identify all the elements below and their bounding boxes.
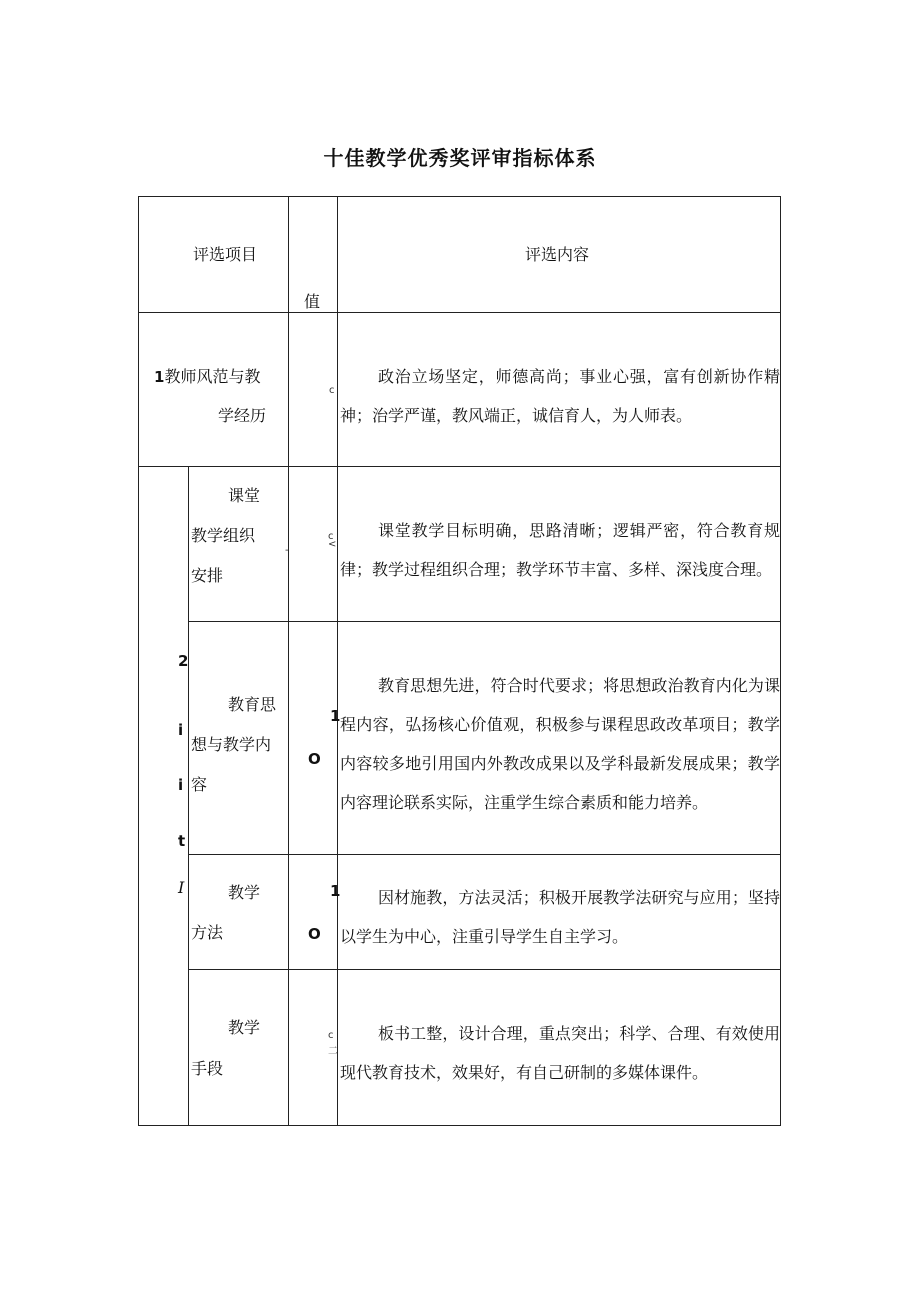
table-border-right bbox=[780, 196, 781, 1126]
item1-score-mark: c bbox=[328, 531, 334, 542]
item4-label-line2: 手段 bbox=[191, 1059, 224, 1078]
item4-content: 板书工整，设计合理，重点突出；科学、合理、有效使用现代教育技术，效果好，有自己研制的多媒体课件。 bbox=[340, 1024, 780, 1082]
item1-score-mark2: < bbox=[328, 539, 337, 550]
table-rule-row1 bbox=[138, 466, 781, 467]
item1-side-mark: - bbox=[285, 545, 289, 556]
item2-content: 教育思想先进，符合时代要求；将思想政治教育内化为课程内容，弘扬核心价值观，积极参与课程思政改革项目；教学内容较多地引用国内外教改成果以及学科最新发展成果；教学内容理论联系实际，注重学生综合素质和能力培养。 bbox=[340, 676, 780, 812]
row1-content: 政治立场坚定，师德高尚；事业心强，富有创新协作精神；治学严谨，教风端正，诚信育人，为人师表。 bbox=[340, 367, 780, 425]
table-rule-header bbox=[138, 312, 781, 313]
row1-label-line1: 1教师风范与教 bbox=[154, 367, 261, 386]
item2-label-line2: 想与教学内 bbox=[191, 735, 272, 754]
item1-label-line1: 课堂 bbox=[228, 486, 261, 505]
document-title: 十佳教学优秀奖评审指标体系 bbox=[323, 146, 597, 170]
header-project: 评选项目 bbox=[193, 245, 258, 264]
group-mark-1: 2 bbox=[178, 652, 189, 670]
group-mark-5: I bbox=[178, 878, 185, 897]
row1-label-line2: 学经历 bbox=[218, 406, 267, 425]
table-divider-score-right bbox=[337, 196, 338, 1126]
group-mark-2: i bbox=[178, 721, 184, 739]
item1-label-line2: 教学组织 bbox=[191, 526, 256, 545]
item3-label-line1: 教学 bbox=[228, 883, 261, 902]
item2-score-bottom: O bbox=[308, 750, 321, 768]
table-divider-group bbox=[188, 466, 189, 1126]
item3-score-top: 1 bbox=[330, 882, 341, 900]
item4-score-mark: c bbox=[328, 1030, 334, 1041]
item2-label-line3: 容 bbox=[191, 775, 208, 794]
item3-content: 因材施教，方法灵活；积极开展教学法研究与应用；坚持以学生为中心，注重引导学生自主学习。 bbox=[340, 888, 780, 946]
table-rule-item3 bbox=[188, 969, 781, 970]
item3-score-bottom: O bbox=[308, 925, 321, 943]
table-rule-item1 bbox=[188, 621, 781, 622]
row1-score-mark: c bbox=[329, 385, 335, 396]
group-mark-4: t bbox=[178, 832, 186, 850]
group-mark-3: i bbox=[178, 776, 184, 794]
table-border-bottom bbox=[138, 1125, 781, 1126]
header-score: 值 bbox=[304, 292, 321, 311]
item2-label-line1: 教育思 bbox=[228, 695, 277, 714]
table-rule-item2 bbox=[188, 854, 781, 855]
item3-label-line2: 方法 bbox=[191, 923, 224, 942]
item1-label-line3: 安排 bbox=[191, 566, 224, 585]
item4-score-mark2: 二 bbox=[328, 1046, 338, 1057]
header-content: 评选内容 bbox=[525, 245, 590, 264]
table-border-left bbox=[138, 196, 139, 1126]
item2-score-top: 1 bbox=[330, 707, 341, 725]
table-divider-score-left bbox=[288, 196, 289, 1126]
item4-label-line1: 教学 bbox=[228, 1018, 261, 1037]
item1-content: 课堂教学目标明确，思路清晰；逻辑严密，符合教育规律；教学过程组织合理；教学环节丰富、多样、深浅度合理。 bbox=[340, 521, 780, 579]
table-border-top bbox=[138, 196, 781, 197]
